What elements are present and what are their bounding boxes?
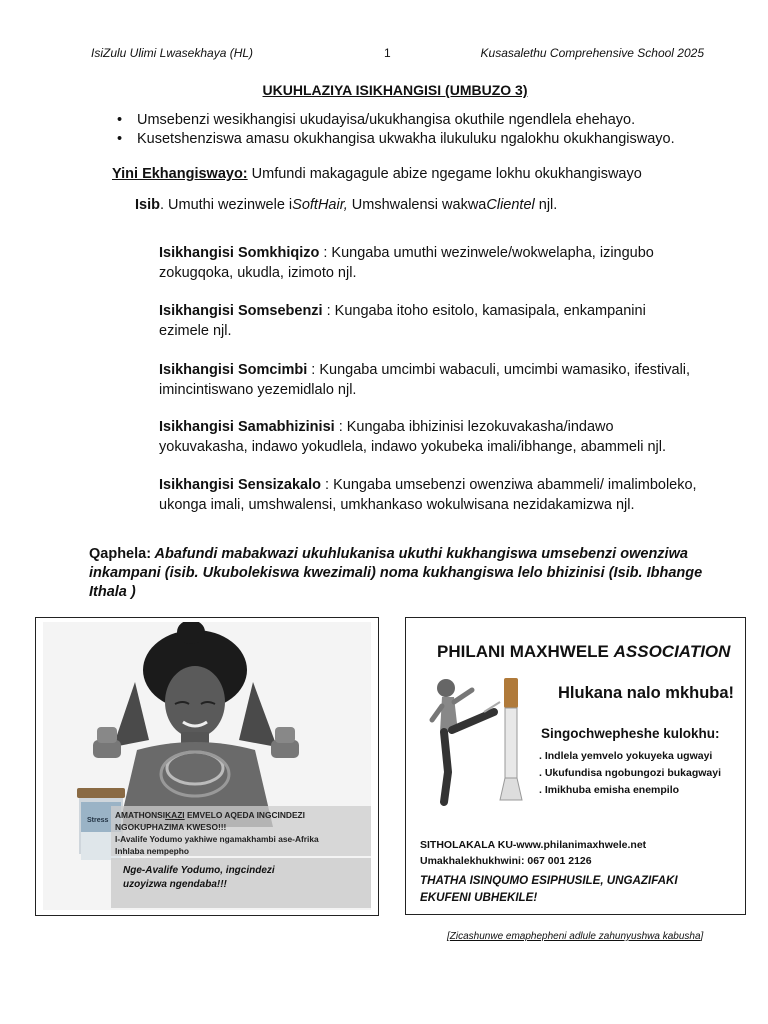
isib-clientel: Clientel bbox=[486, 197, 535, 213]
bullet-item: • Umsebenzi wesikhangisi ukudayisa/ukukhangisa okuthile ngendlela ehehayo. bbox=[117, 111, 675, 130]
isib-text-3: njl. bbox=[534, 197, 558, 213]
category-sensizakalo bbox=[159, 476, 699, 515]
category-name: Isikhangisi Sensizakalo bbox=[159, 477, 321, 493]
yini-text: Umfundi makagagule abize ngegame lokhu okukhangiswayo bbox=[247, 166, 642, 182]
avalife-banner bbox=[111, 806, 371, 856]
page-title: UKUHLAZIYA ISIKHANGISI (UMBUZO 3) bbox=[262, 82, 528, 98]
category-name: Isikhangisi Somcimbi bbox=[159, 362, 308, 378]
services-list bbox=[539, 748, 721, 799]
yini-label: Yini Ekhangiswayo: bbox=[112, 166, 248, 182]
isib-example bbox=[135, 197, 557, 213]
philani-advert bbox=[405, 617, 746, 915]
qaphela-label: Qaphela: bbox=[89, 546, 152, 562]
banner-text: EMVELO AQEDA INGCINDEZI bbox=[184, 810, 305, 820]
caption-text: Zicashunwe emaphepheni adlule zahunyushwa kabusha bbox=[449, 931, 701, 942]
cta-line-2: EKUFENI UBHEKILE! bbox=[420, 891, 538, 904]
avalife-advert-image bbox=[43, 622, 371, 910]
page-number: 1 bbox=[384, 46, 391, 60]
banner-line-1 bbox=[115, 809, 369, 821]
banner-line-4: Inhlaba nempepho bbox=[115, 846, 189, 856]
isib-text-1: . Umuthi wezinwele i bbox=[159, 197, 293, 213]
isib-softhair: SoftHair, bbox=[292, 197, 348, 213]
isib-text-2: Umshwalensi wakwa bbox=[347, 197, 487, 213]
category-name: Isikhangisi Somkhiqizo bbox=[159, 245, 320, 261]
yini-ekhangiswayo bbox=[112, 166, 642, 182]
service-item: . Indlela yemvelo yokuyeka ugwayi bbox=[539, 748, 721, 765]
cta-line-1: THATHA ISINQUMO ESIPHUSILE, UNGAZIFAKI bbox=[420, 874, 678, 887]
bullet-item: • Kusetshenziswa amasu okukhangisa ukwakha ilukuluku ngalokhu okukhangiswayo. bbox=[117, 130, 675, 149]
service-item: . Imikhuba emisha enempilo bbox=[539, 782, 721, 799]
category-samabhizinisi bbox=[159, 418, 699, 457]
kick-cigarette-illustration bbox=[424, 672, 554, 812]
header-right: Kusasalethu Comprehensive School 2025 bbox=[480, 46, 704, 60]
qaphela-note bbox=[89, 545, 729, 602]
category-name: Isikhangisi Somsebenzi bbox=[159, 303, 323, 319]
header-left: IsiZulu Ulimi Lwasekhaya (HL) bbox=[91, 46, 254, 60]
category-desc: : Kungaba umuthi wezinwele/wokwelapha, izingubo zokugqoka, ukudla, izimoto njl. bbox=[159, 245, 654, 281]
call-to-action bbox=[420, 872, 678, 906]
category-desc: : Kungaba ibhizinisi lezokuvakasha/indawo yokuvakasha, indawo yokudlela, indawo yokubeka imali/ibhange, abammeli njl. bbox=[159, 419, 666, 455]
phone-text: Umakhalekhukhwini: 067 001 2126 bbox=[420, 855, 592, 867]
org-suffix: ASSOCIATION bbox=[613, 642, 731, 661]
category-name: Isikhangisi Samabhizinisi bbox=[159, 419, 335, 435]
category-somkhiqizo bbox=[159, 244, 699, 283]
jar-label: Stress bbox=[87, 817, 109, 824]
banner-kazi: KAZI bbox=[165, 810, 185, 820]
avalife-slogan bbox=[111, 858, 371, 908]
banner-line-2: NGOKUPHAZIMA KWESO!!! bbox=[115, 822, 227, 832]
slogan-line-1: Nge-Avalife Yodumo, ingcindezi bbox=[123, 865, 275, 876]
qaphela-text: Abafundi mabakwazi ukuhlukanisa ukuthi kukhangiswa umsebenzi owenziwa inkampani (isib. Ukubolekiswa kwezimali) noma kukhangiswa lelo bhizinisi (Isib. Ibhange Ithala ) bbox=[89, 546, 703, 600]
category-desc: : Kungaba itoho esitolo, kamasipala, enkampanini ezimele njl. bbox=[159, 303, 646, 339]
intro-bullets bbox=[117, 111, 675, 149]
caption-bracket: [ bbox=[447, 931, 450, 942]
website-text: SITHOLAKALA KU-www.philanimaxhwele.net bbox=[420, 839, 647, 851]
banner-line-3: I-Avalife Yodumo yakhiwe ngamakhambi ase-Afrika bbox=[115, 834, 319, 844]
service-item: . Ukufundisa ngobungozi bukagwayi bbox=[539, 765, 721, 782]
subhead: Singochwepheshe kulokhu: bbox=[541, 726, 720, 741]
contact-info bbox=[420, 837, 646, 869]
category-somcimbi bbox=[159, 361, 699, 400]
isib-label: Isib bbox=[135, 197, 160, 213]
slogan-line-2: uzoyizwa ngendaba!!! bbox=[123, 879, 227, 890]
banner-text: AMATHONSI bbox=[115, 810, 166, 820]
headline: Hlukana nalo mkhuba! bbox=[558, 684, 735, 702]
source-caption bbox=[447, 931, 703, 942]
category-desc: : Kungaba umsebenzi owenziwa abammeli/ imalimboleko, ukonga imali, umshwalensi, umkhankaso wokulwisana nezidakamizwa njl. bbox=[159, 477, 697, 513]
category-desc: : Kungaba umcimbi wabaculi, umcimbi wamasiko, ifestivali, imincintiswano yezemidlalo njl. bbox=[159, 362, 691, 398]
org-name-text: PHILANI MAXHWELE bbox=[437, 642, 609, 661]
category-somsebenzi bbox=[159, 302, 699, 341]
caption-bracket: ] bbox=[700, 931, 704, 942]
avalife-advert bbox=[35, 617, 379, 916]
org-name bbox=[437, 642, 730, 662]
